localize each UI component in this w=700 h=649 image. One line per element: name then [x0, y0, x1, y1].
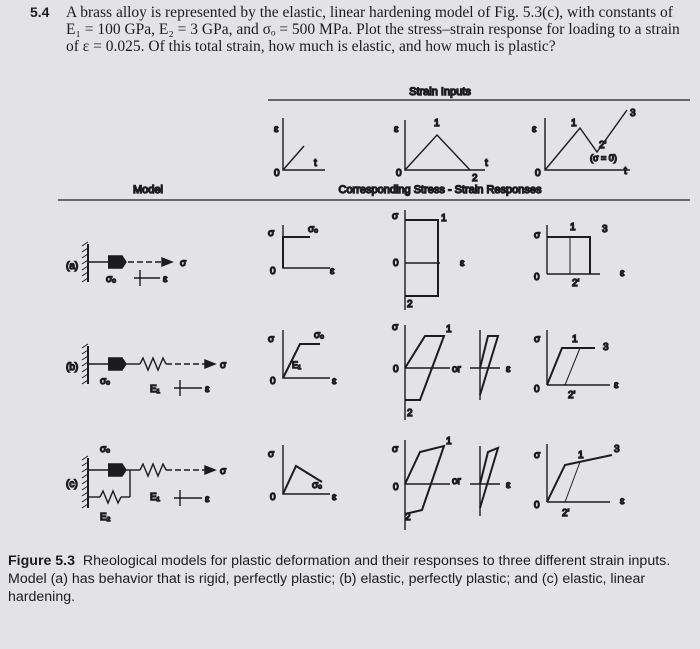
- svg-text:σ: σ: [392, 444, 399, 455]
- svg-text:ε: ε: [205, 494, 210, 505]
- svg-text:t: t: [314, 158, 317, 169]
- svg-text:σ: σ: [220, 360, 227, 371]
- svg-text:ε: ε: [620, 496, 625, 507]
- model-heading: Model: [133, 184, 163, 196]
- svg-text:0: 0: [396, 168, 402, 179]
- strain-input-2: [394, 118, 488, 184]
- response-c-1: [268, 445, 337, 503]
- svg-text:0: 0: [270, 376, 276, 387]
- svg-text:1: 1: [578, 450, 584, 461]
- svg-text:E₁: E₁: [292, 360, 302, 370]
- svg-text:ε: ε: [460, 258, 465, 269]
- strain-input-3: [532, 108, 636, 179]
- svg-text:2: 2: [405, 512, 411, 523]
- svg-text:0: 0: [393, 364, 399, 375]
- svg-text:0: 0: [534, 500, 540, 511]
- svg-text:σ: σ: [392, 322, 399, 333]
- response-c-2: [392, 436, 511, 530]
- svg-text:ε: ε: [330, 266, 335, 277]
- svg-text:σₒ: σₒ: [312, 480, 322, 491]
- svg-text:1: 1: [571, 118, 577, 129]
- svg-text:ε: ε: [394, 124, 399, 135]
- svg-text:3: 3: [630, 108, 636, 119]
- svg-text:σ: σ: [268, 228, 275, 239]
- svg-text:0: 0: [534, 272, 540, 283]
- response-b-3: [534, 330, 619, 401]
- row-b-label: (b): [66, 362, 79, 373]
- svg-text:3: 3: [602, 224, 608, 235]
- svg-text:ε: ε: [506, 480, 511, 491]
- problem-number: 5.4: [30, 4, 50, 20]
- svg-text:ε: ε: [620, 268, 625, 279]
- svg-text:1: 1: [446, 436, 452, 447]
- svg-text:σ: σ: [534, 450, 541, 461]
- response-b-1: [268, 330, 337, 387]
- response-a-1: [268, 224, 335, 277]
- svg-text:σ: σ: [220, 466, 227, 477]
- model-c: [82, 444, 227, 523]
- svg-text:ε: ε: [332, 376, 337, 387]
- response-b-2: [392, 322, 511, 420]
- svg-text:ε: ε: [506, 364, 511, 375]
- svg-text:t: t: [485, 158, 488, 169]
- svg-text:2': 2': [599, 140, 607, 151]
- svg-text:σₒ: σₒ: [100, 444, 110, 455]
- response-c-3: [534, 444, 625, 519]
- svg-text:σ: σ: [268, 449, 275, 460]
- svg-text:E₂: E₂: [100, 512, 111, 523]
- problem-text: A brass alloy is represented by the elastic, linear hardening model of Fig. 5.3(c), with constants of E₁ = 100 GPa, E₂ = 3 GPa, and σₒ = 500 MPa. Plot the stress–strain response for loading to a strain of ε = 0.025. Of this total strain, how much is elastic, and how much is plastic?: [66, 4, 680, 55]
- svg-text:1: 1: [441, 213, 447, 224]
- svg-text:1: 1: [570, 222, 576, 233]
- row-c-label: (c): [66, 479, 78, 490]
- svg-text:ε: ε: [163, 274, 168, 285]
- strain-input-1: [274, 118, 325, 179]
- svg-text:or: or: [452, 364, 461, 375]
- svg-text:1: 1: [446, 324, 452, 335]
- svg-text:0: 0: [393, 482, 399, 493]
- svg-text:t: t: [624, 166, 627, 177]
- svg-text:σ: σ: [268, 334, 275, 345]
- svg-text:2: 2: [472, 173, 478, 184]
- svg-text:σ: σ: [180, 258, 187, 269]
- svg-text:ε: ε: [532, 124, 537, 135]
- svg-text:or: or: [452, 476, 461, 487]
- svg-text:E₁: E₁: [150, 384, 161, 395]
- svg-text:σₒ: σₒ: [100, 376, 110, 387]
- svg-text:2: 2: [407, 299, 413, 310]
- svg-text:ε: ε: [614, 380, 619, 391]
- svg-text:ε: ε: [205, 384, 210, 395]
- response-a-2: [392, 210, 465, 310]
- svg-text:ε: ε: [332, 492, 337, 503]
- caption-label: Figure 5.3: [8, 553, 76, 569]
- svg-text:0: 0: [534, 384, 540, 395]
- svg-text:0: 0: [270, 266, 276, 277]
- svg-text:3: 3: [603, 342, 609, 353]
- svg-text:(σ = 0): (σ = 0): [590, 153, 617, 163]
- responses-heading: Corresponding Stress - Strain Responses: [338, 184, 542, 196]
- svg-text:1: 1: [572, 334, 578, 345]
- svg-text:σₒ: σₒ: [314, 330, 324, 341]
- svg-text:2': 2': [562, 508, 570, 519]
- svg-text:2': 2': [572, 278, 580, 289]
- row-a-label: (a): [66, 261, 79, 272]
- svg-text:0: 0: [393, 258, 399, 269]
- svg-text:0: 0: [270, 492, 276, 503]
- response-a-3: [534, 222, 625, 289]
- svg-text:σ: σ: [534, 230, 541, 241]
- svg-text:3: 3: [614, 444, 620, 455]
- model-a: [82, 242, 187, 286]
- svg-text:σₒ: σₒ: [106, 274, 116, 285]
- strain-inputs-heading: Strain Inputs: [409, 86, 471, 98]
- svg-text:0: 0: [535, 168, 541, 179]
- svg-text:0: 0: [274, 168, 280, 179]
- svg-text:σ: σ: [392, 211, 399, 222]
- svg-text:2': 2': [568, 390, 576, 401]
- figure-caption: [8, 552, 693, 606]
- model-b: [82, 344, 227, 396]
- caption-text: Rheological models for plastic deformation and their responses to three different strain inputs. Model (a) has behavior that is rigid, perfectly plastic; (b) elastic, perfectly plastic; and (c) elastic, linear hardening.: [8, 553, 671, 605]
- svg-text:σ: σ: [534, 334, 541, 345]
- svg-text:ε: ε: [274, 124, 279, 135]
- svg-text:1: 1: [434, 118, 440, 129]
- svg-text:2: 2: [407, 408, 413, 419]
- svg-text:σₒ: σₒ: [308, 224, 318, 235]
- svg-text:E₁: E₁: [150, 492, 161, 503]
